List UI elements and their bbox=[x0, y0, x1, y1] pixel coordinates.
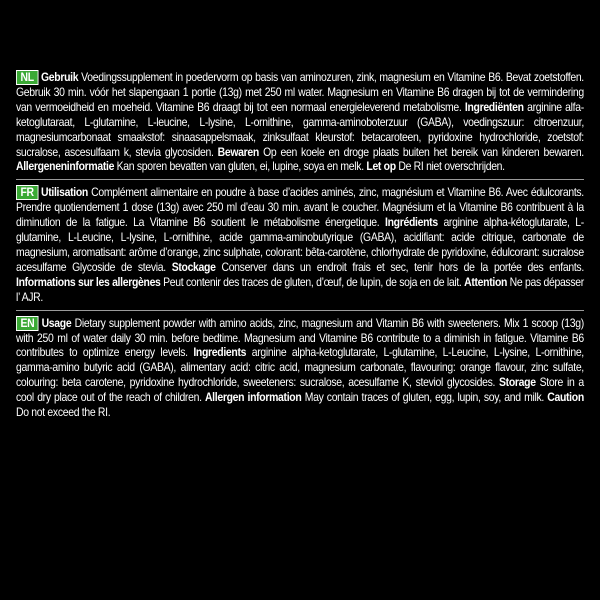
heading-caution: Attention bbox=[464, 275, 508, 289]
heading-ingredients: Ingredients bbox=[193, 346, 247, 360]
heading-usage: Utilisation bbox=[40, 186, 88, 200]
body-text: Peut contenir des traces de gluten, d’œuf, de lupin, de soja en de lait. bbox=[160, 275, 465, 289]
label-text-panel bbox=[16, 70, 584, 421]
heading-allergens: Allergen information bbox=[204, 391, 302, 405]
body-text: Complément alimentaire en poudre à base d’acides aminés, zinc, magnésium et Vitamine B6. Avec édulcorants. Prendre quotiendement 1 dose (13g) avec 250 ml d’eau 30 min. avant le coucher. Magnésium et la Vitamine B6 contribuent à la diminution de la fatigue. La Vitamine B6 soutient le métabolisme énergetique. bbox=[16, 186, 584, 230]
heading-allergens: Informations sur les allergènes bbox=[16, 275, 161, 289]
body-text: Dietary supplement powder with amino acids, zinc, magnesium and Vitamin B6 with sweeteners. Mix 1 scoop (13g) with 250 ml of water daily 30 min. before bedtime. Magnesium and Vitamine B6 contribute to a diminish in fatigue. Vitamine B6 contributes to optimize energy levels. bbox=[16, 316, 584, 360]
heading-allergens: Allergeneninformatie bbox=[16, 160, 115, 174]
heading-storage: Storage bbox=[499, 376, 536, 390]
section-divider bbox=[16, 310, 584, 311]
lang-badge-nl: NL bbox=[16, 70, 38, 85]
heading-usage: Usage bbox=[41, 316, 72, 330]
heading-usage: Gebruik bbox=[40, 71, 79, 84]
body-text: Op een koele en droge plaats buiten het bereik van kinderen bewaren. bbox=[258, 145, 584, 159]
body-text: arginine alpha-kétoglutarate, L-glutamine, L-Leucine, L-lysine, L-ornithine, acide gamma-aminobutyrique (GABA), acidifiant: acide citrique, carbonate de magnesium, aromatisant: arôme d’orange, zinc sulphate, colorant: bêta-carotène, chlorhydrate de pyridoxine, édulcorant: sucralose acesulfame Glycoside de stevia. bbox=[16, 216, 584, 274]
body-text: Store in a cool dry place out of the reach of children. bbox=[16, 376, 584, 405]
section-nl bbox=[16, 70, 584, 175]
body-text: Voedingssupplement in poedervorm op basis van aminozuren, zink, magnesium en Vitamine B6. Bevat zoetstoffen. Gebruik 30 min. vóór het slapengaan 1 portie (13g) met 250 ml water. Magnesium en Vitamine B6 dragen bij tot de vermindering van vermoeidheid en moeheid. Vitamine B6 draagt bij tot een normaal energieleverend metabolisme. bbox=[16, 71, 584, 114]
section-fr bbox=[16, 185, 584, 305]
body-text: arginine alpha-ketoglutarate, L-glutamine, L-Leucine, L-lysine, L-ornithine, gamma-amino butyric acid (GABA), alimentary acid: citric acid, magnesium carbonate, flavouring: orange flavour, zinc sulfate, colouring: beta carotene, pyridoxine hydrochloride, sweeteners: sucralose, acesulfame K, steviol glycosides. bbox=[16, 346, 584, 390]
body-text: Kan sporen bevatten van gluten, ei, lupine, soya en melk. bbox=[114, 160, 367, 174]
heading-caution: Caution bbox=[547, 391, 584, 405]
heading-storage: Stockage bbox=[171, 260, 216, 274]
heading-storage: Bewaren bbox=[217, 145, 259, 159]
heading-ingredients: Ingrédients bbox=[385, 216, 438, 230]
heading-caution: Let op bbox=[366, 160, 396, 174]
heading-ingredients: Ingrediënten bbox=[464, 100, 524, 114]
body-text: May contain traces of gluten, egg, lupin, soy, and milk. bbox=[301, 391, 548, 405]
body-text: Conserver dans un endroit frais et sec, tenir hors de la portée des enfants. bbox=[215, 260, 584, 274]
lang-badge-fr: FR bbox=[16, 185, 38, 200]
body-text: Do not exceed the RI. bbox=[16, 406, 111, 420]
section-en bbox=[16, 316, 584, 421]
body-text: arginine alfa-ketoglutaraat, L-glutamine, L-leucine, L-lysine, L-ornithine, gamma-aminoboterzuur (GABA), voedingszuur: citroenzuur, magnesiumcarbonaat smaakstof: sinaasappelsmaak, zinksulfaat kleurstof: betacaroteen, pyridoxine hydrochloride, zoetstof: sucralose, ascesulfaam k, stevia glycosiden. bbox=[16, 100, 584, 159]
section-divider bbox=[16, 179, 584, 180]
body-text: Ne pas dépasser l’ AJR. bbox=[16, 275, 584, 304]
body-text: De RI niet overschrijden. bbox=[395, 160, 505, 174]
lang-badge-en: EN bbox=[16, 316, 39, 331]
